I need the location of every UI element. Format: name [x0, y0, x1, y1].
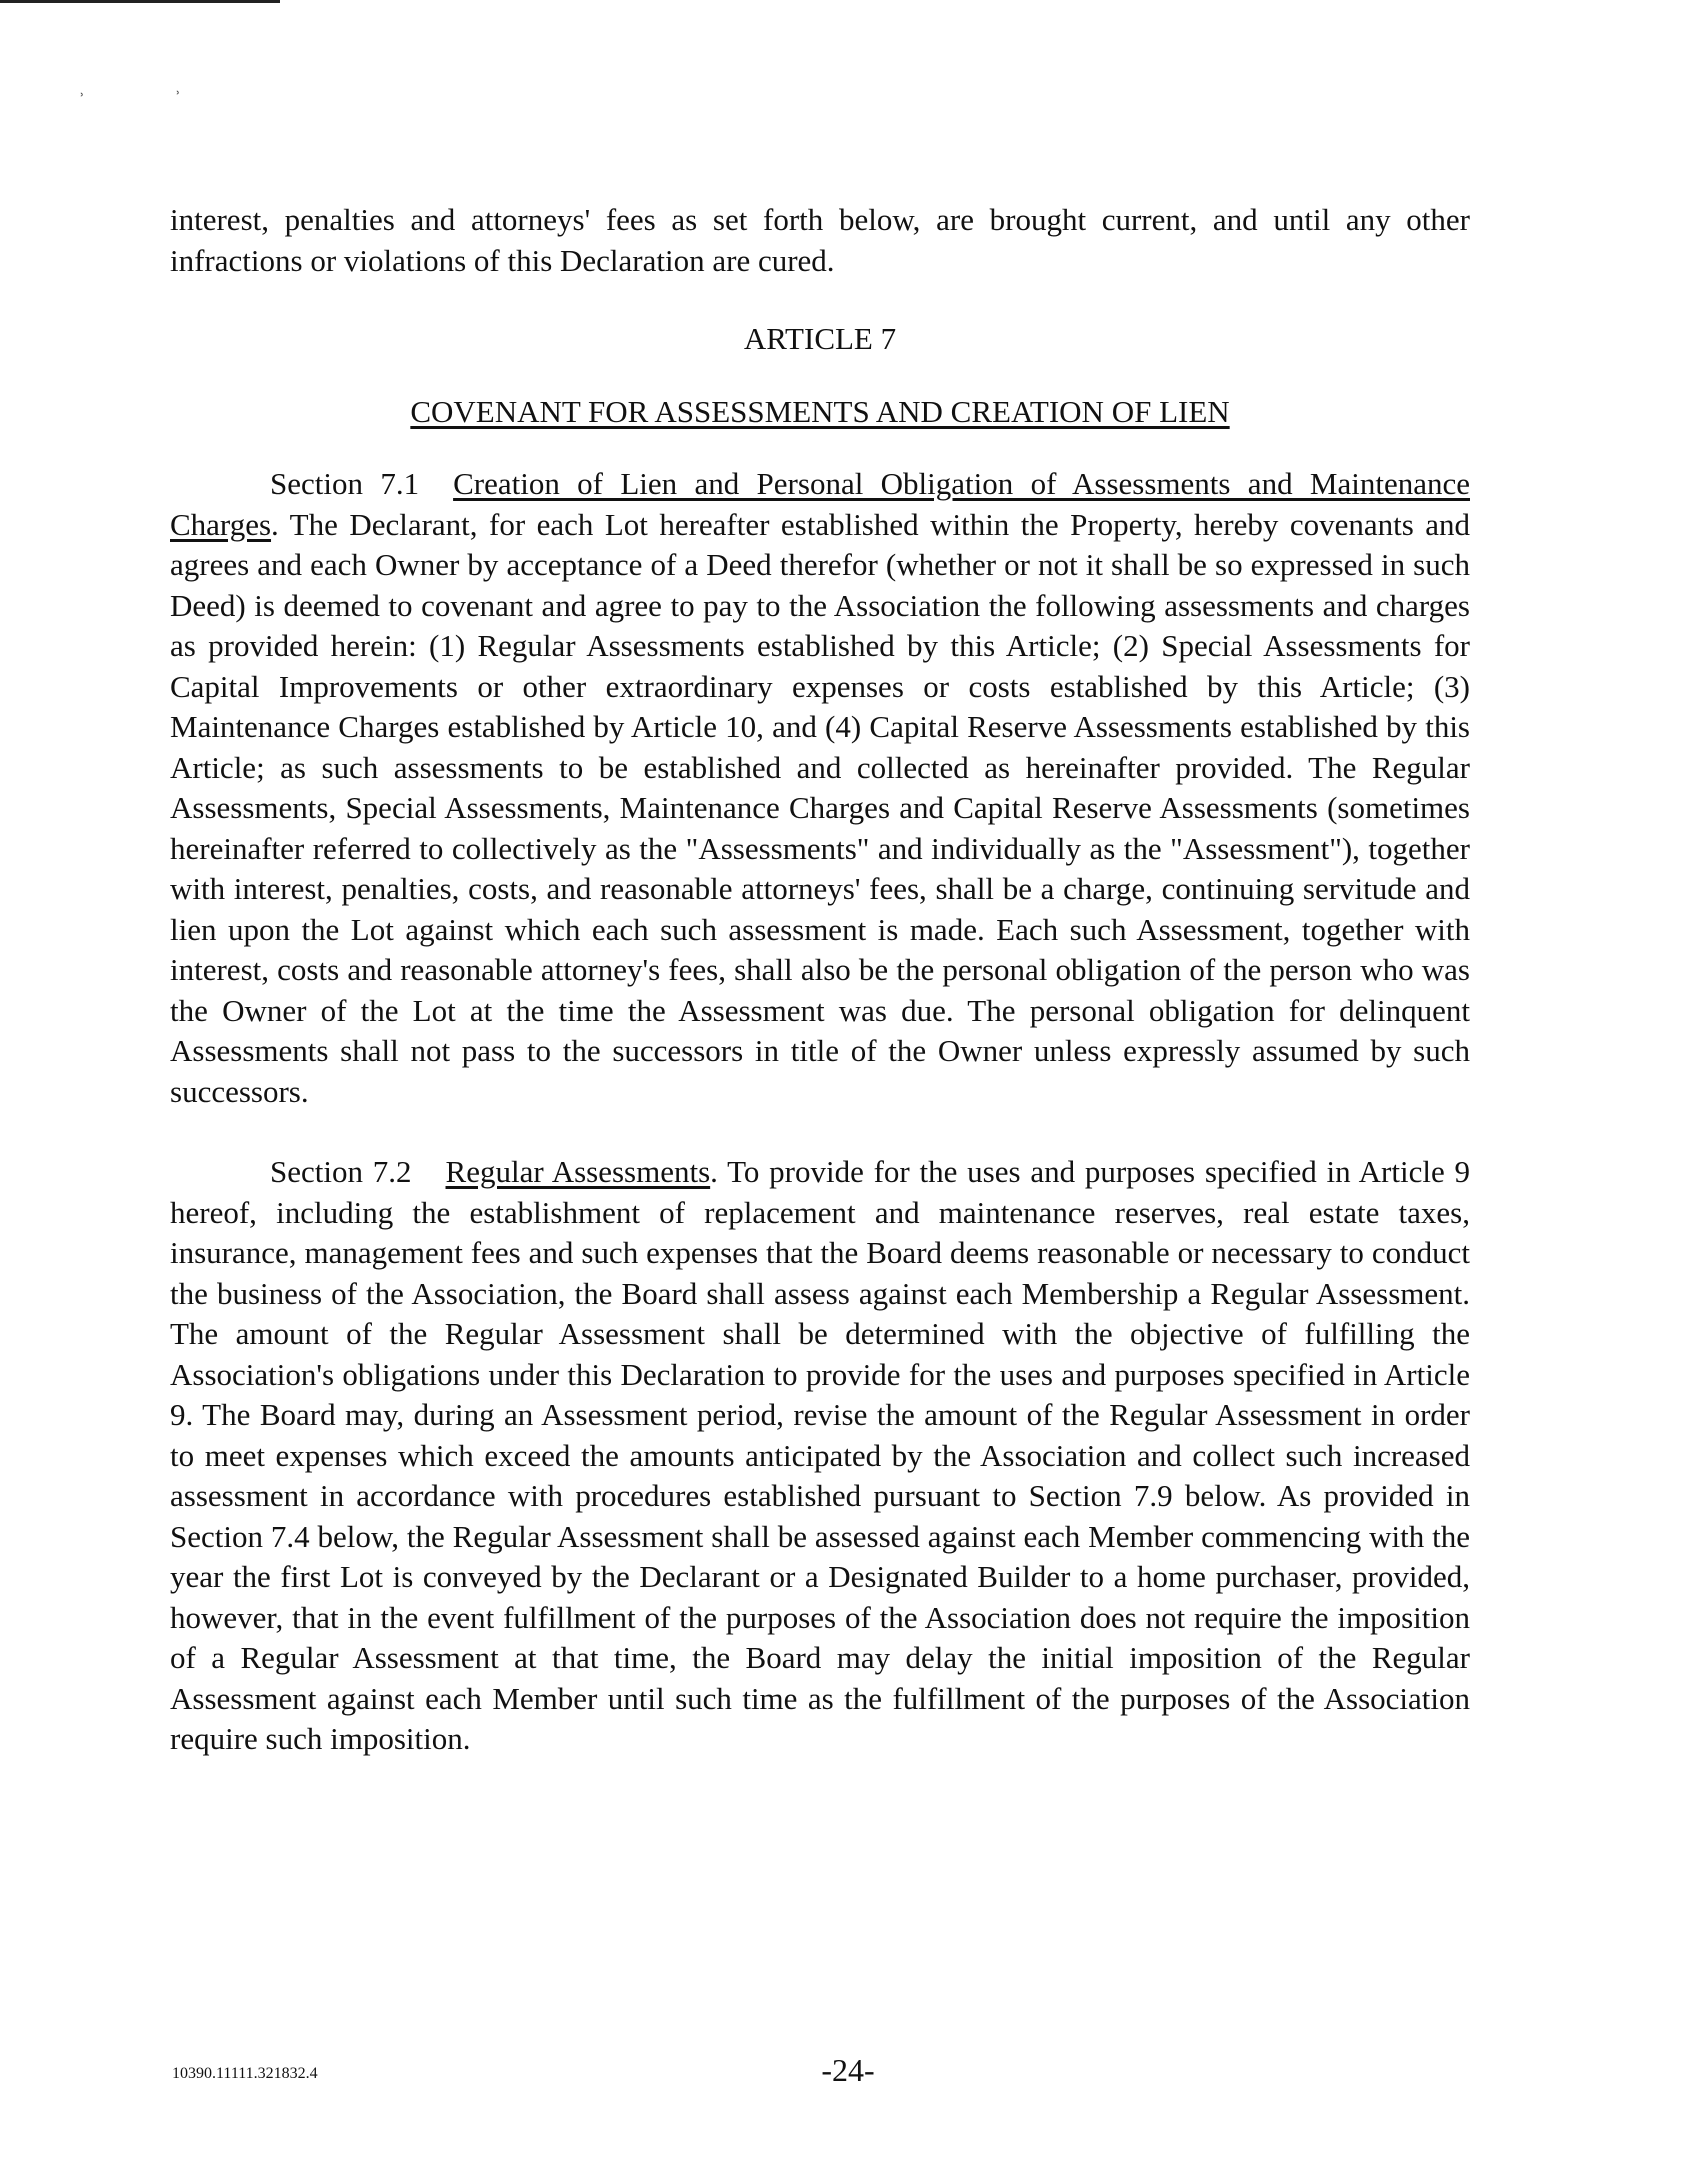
section-heading: Creation of Lien and Personal Obligation of Assessments and Maintenance Charges	[170, 466, 1470, 542]
section-number: Section 7.1	[270, 466, 420, 501]
section-body: . The Declarant, for each Lot hereafter established within the Property, hereby covenants and agrees and each Owner by acceptance of a Deed therefor (whether or not it shall be so expressed in such Deed) is deemed to covenant and agree to pay to the Association the following assessments and charges as provided herein: (1) Regular Assessments established by this Article; (2) Special Assessments for Capital Improvements or other extraordinary expenses or costs established by this Article; (3) Maintenance Charges established by Article 10, and (4) Capital Reserve Assessments established by this Article; as such assessments to be established and collected as hereinafter provided. The Regular Assessments, Special Assessments, Maintenance Charges and Capital Reserve Assessments (sometimes hereinafter referred to collectively as the "Assessments" and individually as the "Assessment"), together with interest, penalties, costs, and reasonable attorneys' fees, shall be a charge, continuing servitude and lien upon the Lot against which each such assessment is made. Each such Assessment, together with interest, costs and reasonable attorney's fees, shall also be the personal obligation of the person who was the Owner of the Lot at the time the Assessment was due. The personal obligation for delinquent Assessments shall not pass to the successors in title of the Owner unless expressly assumed by such successors.	[170, 506, 1470, 1109]
section-body: . To provide for the uses and purposes specified in Article 9 hereof, including the establishment of replacement and maintenance reserves, real estate taxes, insurance, management fees and such expenses that the Board deems reasonable or necessary to conduct the business of the Association, the Board shall assess against each Membership a Regular Assessment. The amount of the Regular Assessment shall be determined with the objective of fulfilling the Association's obligations under this Declaration to provide for the uses and purposes specified in Article 9. The Board may, during an Assessment period, revise the amount of the Regular Assessment in order to meet expenses which exceed the amounts anticipated by the Association and collect such increased assessment in accordance with procedures established pursuant to Section 7.9 below. As provided in Section 7.4 below, the Regular Assessment shall be assessed against each Member commencing with the year the first Lot is conveyed by the Declarant or a Designated Builder to a home purchaser, provided, however, that in the event fulfillment of the purposes of the Association does not require the imposition of a Regular Assessment at that time, the Board may delay the initial imposition of the Regular Assessment against each Member until such time as the fulfillment of the purposes of the Association require such imposition.	[170, 1154, 1470, 1756]
document-page	[170, 200, 1470, 1760]
scan-edge-mark	[0, 0, 280, 3]
page-number: -24-	[821, 2052, 875, 2088]
document-id: 10390.11111.321832.4	[172, 2065, 318, 2082]
section-number: Section 7.2	[270, 1154, 412, 1189]
section-heading: Regular Assessments	[445, 1154, 711, 1189]
continuation-paragraph: interest, penalties and attorneys' fees as set forth below, are brought current, and until any other infractions or violations of this Declaration are cured.	[170, 202, 1470, 278]
section-7-1	[170, 464, 1470, 1112]
article-title: ARTICLE 7	[743, 321, 897, 356]
article-subtitle: COVENANT FOR ASSESSMENTS AND CREATION OF LIEN	[410, 393, 1230, 429]
scan-speck: ˒	[80, 88, 85, 104]
scan-speck: ˒	[176, 86, 181, 102]
section-7-2	[170, 1152, 1470, 1760]
